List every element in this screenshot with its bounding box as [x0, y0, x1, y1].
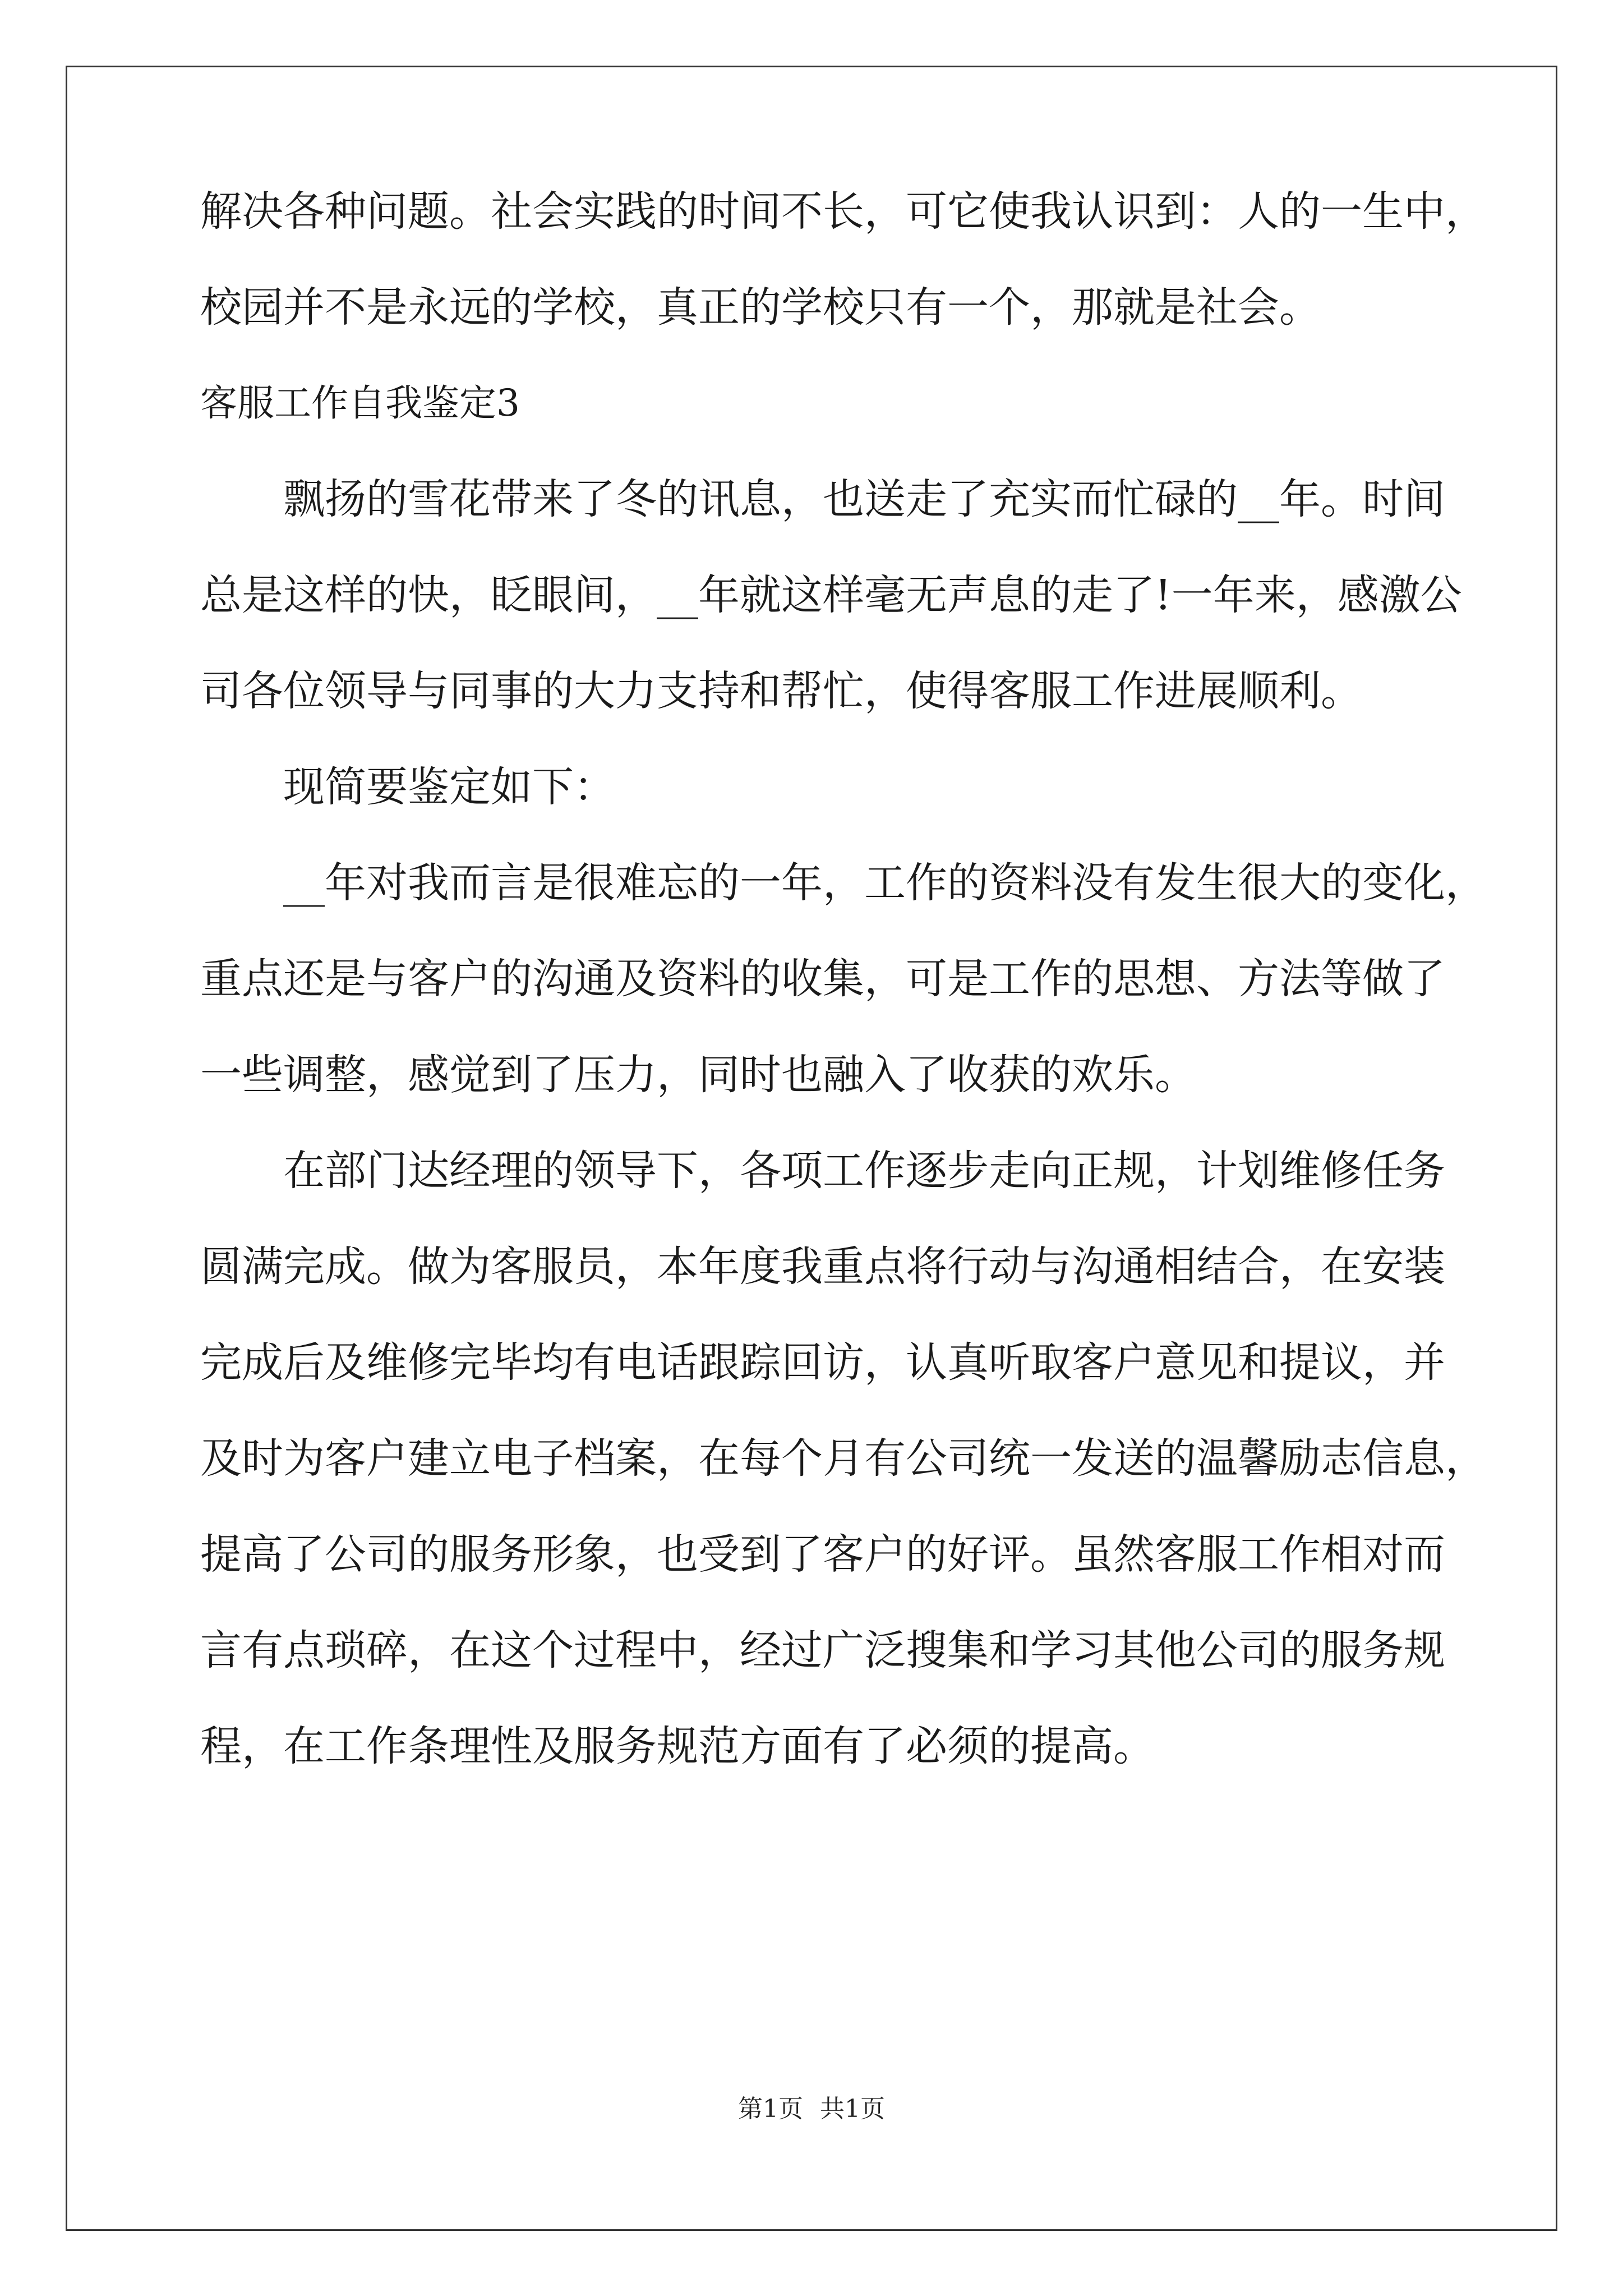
text-line: 重点还是与客户的沟通及资料的收集，可是工作的思想、方法等做了: [200, 955, 1445, 1003]
text-line: 在部门达经理的领导下，各项工作逐步走向正规，计划维修任务: [283, 1147, 1445, 1195]
section-heading: 客服工作自我鉴定3: [200, 381, 520, 425]
text-line: 飘扬的雪花带来了冬的讯息，也送走了充实而忙碌的__年。时间: [283, 475, 1445, 523]
text-line: 提高了公司的服务形象，也受到了客户的好评。虽然客服工作相对而: [200, 1530, 1445, 1579]
text-line: __年对我而言是很难忘的一年，工作的资料没有发生很大的变化，: [283, 859, 1487, 907]
text-line: 解决各种问题。社会实践的时间不长，可它使我认识到：人的一生中，: [200, 187, 1487, 236]
text-line: 总是这样的快，眨眼间，__年就这样毫无声息的走了!一年来，感激公: [200, 571, 1462, 619]
text-line: 圆满完成。做为客服员，本年度我重点将行动与沟通相结合，在安装: [200, 1243, 1445, 1291]
page-footer: [0, 2095, 1623, 2123]
page-total: 共1页: [820, 2095, 885, 2123]
text-line: 司各位领导与同事的大力支持和帮忙，使得客服工作进展顺利。: [200, 667, 1362, 715]
document-body: [200, 187, 1487, 1821]
text-line: 完成后及维修完毕均有电话跟踪回访，认真听取客户意见和提议，并: [200, 1338, 1445, 1387]
text-line: 程，在工作条理性及服务规范方面有了必须的提高。: [200, 1722, 1155, 1770]
text-line: 言有点琐碎，在这个过程中，经过广泛搜集和学习其他公司的服务规: [200, 1626, 1445, 1674]
text-line: 校园并不是永远的学校，真正的学校只有一个，那就是社会。: [200, 283, 1321, 332]
text-line: 一些调整，感觉到了压力，同时也融入了收获的欢乐。: [200, 1051, 1196, 1099]
text-line: 现简要鉴定如下：: [283, 763, 615, 811]
text-line: 及时为客户建立电子档案，在每个月有公司统一发送的温馨励志信息，: [200, 1434, 1487, 1483]
page-number: 第1页: [738, 2095, 803, 2123]
